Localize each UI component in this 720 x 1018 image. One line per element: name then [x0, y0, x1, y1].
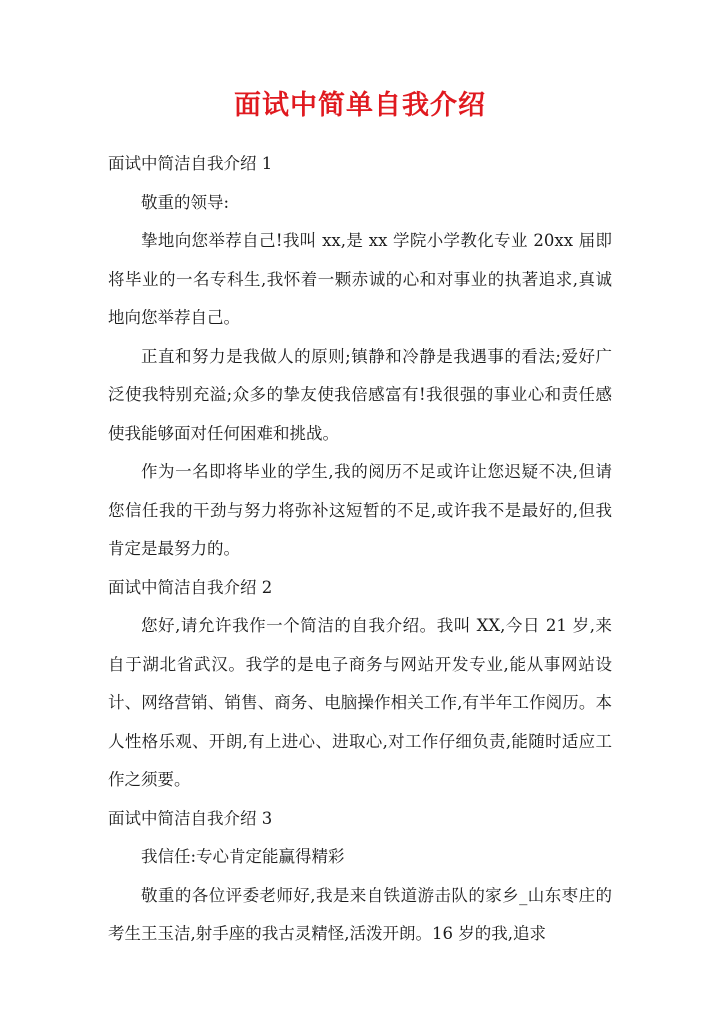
paragraph: 作为一名即将毕业的学生,我的阅历不足或许让您迟疑不决,但请您信任我的干劲与努力将弥补这短暂的不足,或许我不是最好的,但我肯定是最努力的。	[108, 462, 612, 558]
section-heading-1: 面试中简洁自我介绍 1	[108, 154, 273, 173]
paragraph: 我信任:专心肯定能赢得精彩	[141, 847, 345, 866]
paragraph: 正直和努力是我做人的原则;镇静和冷静是我遇事的看法;爱好广泛使我特别充溢;众多的挚友使我倍感富有!我很强的事业心和责任感使我能够面对任何困难和挑战。	[108, 346, 612, 443]
document-body	[108, 145, 612, 954]
paragraph: 您好,请允许我作一个简洁的自我介绍。我叫 XX,今日 21 岁,来自于湖北省武汉。我学的是电子商务与网站开发专业,能从事网站设计、网络营销、销售、商务、电脑操作相关工作,有半年工作阅历。本人性格乐观、开朗,有上进心、进取心,对工作仔细负责,能随时适应工作之须要。	[108, 616, 612, 789]
section-heading-2: 面试中简洁自我介绍 2	[108, 577, 273, 597]
paragraph: 敬重的领导:	[141, 192, 230, 212]
document-title: 面试中简单自我介绍	[234, 90, 486, 121]
paragraph: 敬重的各位评委老师好,我是来自铁道游击队的家乡_山东枣庄的考生王玉洁,射手座的我古灵精怪,活泼开朗。16 岁的我,追求	[108, 885, 612, 943]
section-heading-3: 面试中简洁自我介绍 3	[108, 808, 273, 828]
paragraph: 挚地向您举荐自己!我叫 xx,是 xx 学院小学教化专业 20xx 届即将毕业的一名专科生,我怀着一颗赤诚的心和对事业的执著追求,真诚地向您举荐自己。	[108, 231, 612, 327]
